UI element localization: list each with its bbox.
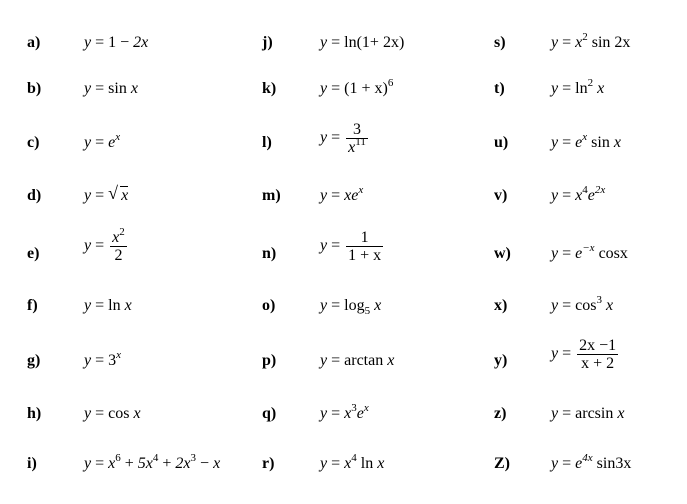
- label-c: c): [27, 134, 40, 151]
- subscript: 5: [364, 305, 371, 317]
- equation-w: [551, 242, 628, 263]
- equals: =: [91, 405, 109, 422]
- label-v: v): [494, 187, 508, 204]
- term: 2x: [175, 455, 191, 472]
- var-x: x: [377, 455, 385, 472]
- denominator: 1 + x: [348, 247, 382, 264]
- base: 3: [108, 352, 117, 369]
- label-z: z): [494, 405, 507, 422]
- var-x: x: [130, 80, 138, 97]
- exponent: 4: [152, 452, 159, 464]
- var-y: y: [84, 455, 92, 472]
- equals: =: [327, 352, 345, 369]
- equation-z: [551, 405, 624, 423]
- var-x: x: [344, 455, 352, 472]
- exponent: 3: [351, 402, 357, 414]
- equation-c: [84, 131, 121, 152]
- label-p: p): [262, 352, 277, 369]
- term: cosx: [598, 245, 628, 262]
- equation-i: [84, 452, 221, 473]
- label-x: x): [494, 297, 508, 314]
- var-x: x: [617, 405, 625, 422]
- equals: =: [327, 187, 345, 204]
- label-t: t): [494, 80, 505, 97]
- equation-l: [320, 121, 368, 156]
- equals: =: [327, 297, 345, 314]
- equals: =: [558, 80, 576, 97]
- equals: =: [558, 297, 576, 314]
- label-g: g): [27, 352, 41, 369]
- label-f: f): [27, 297, 38, 314]
- exponent: x: [363, 402, 369, 414]
- equals: =: [327, 129, 345, 147]
- var-y: y: [551, 345, 559, 363]
- exponent: 2: [587, 77, 594, 89]
- var-y: y: [84, 405, 92, 422]
- exponent: 4x: [582, 452, 593, 464]
- var-e: e: [575, 134, 583, 151]
- equation-a: [84, 34, 148, 52]
- equation-o: [320, 297, 381, 315]
- var-e: e: [356, 405, 364, 422]
- term: (1 + x): [344, 80, 388, 97]
- var-y: y: [320, 34, 328, 51]
- var-x: x: [108, 455, 116, 472]
- var-y: y: [84, 352, 92, 369]
- equals: =: [558, 134, 576, 151]
- var-y: y: [551, 455, 559, 472]
- equation-k: [320, 77, 394, 98]
- func-arcsin: arcsin: [575, 405, 614, 422]
- equals: =: [91, 134, 109, 151]
- equals: =: [327, 80, 345, 97]
- var-y: y: [320, 237, 328, 255]
- var-y: y: [551, 245, 559, 262]
- exponent: 2: [119, 226, 125, 238]
- exponent: −x: [582, 242, 595, 254]
- equation-y: [551, 337, 618, 372]
- var-x: x: [133, 405, 141, 422]
- equals: =: [327, 34, 345, 51]
- var-y: y: [84, 237, 92, 255]
- term: 5x: [137, 455, 153, 472]
- equals: =: [91, 80, 109, 97]
- equals: =: [327, 455, 345, 472]
- var-e: e: [575, 455, 583, 472]
- label-n: n): [262, 245, 277, 262]
- func-sin: sin: [108, 80, 127, 97]
- label-l: l): [262, 134, 272, 151]
- equation-t: [551, 77, 605, 98]
- fraction: [577, 337, 618, 372]
- equals: =: [91, 34, 109, 51]
- var-e: e: [351, 187, 359, 204]
- equation-p: [320, 352, 394, 370]
- label-u: u): [494, 134, 509, 151]
- var-y: y: [320, 129, 328, 147]
- term: sin3x: [596, 455, 632, 472]
- denominator: [346, 136, 368, 156]
- fraction: [346, 121, 368, 156]
- plus: +: [158, 455, 176, 472]
- equals: =: [91, 297, 109, 314]
- sqrt-symbol: √ x: [108, 183, 129, 204]
- label-Z: Z): [494, 455, 510, 472]
- var-e: e: [108, 134, 116, 151]
- equation-q: [320, 402, 369, 423]
- label-m: m): [262, 187, 281, 204]
- label-j: j): [262, 34, 273, 51]
- equals: =: [558, 245, 576, 262]
- equation-g: [84, 349, 122, 370]
- var-x: x: [213, 455, 221, 472]
- var-e: e: [575, 245, 583, 262]
- label-y: y): [494, 352, 508, 369]
- equals: =: [558, 187, 576, 204]
- var-y: y: [551, 187, 559, 204]
- var-y: y: [320, 455, 328, 472]
- equation-x: [551, 294, 614, 315]
- exponent: 3: [596, 294, 602, 306]
- equals: =: [91, 455, 109, 472]
- var-x: x: [605, 297, 614, 314]
- var-y: y: [84, 134, 92, 151]
- var-x: x: [597, 80, 605, 97]
- numerator: 2x −1: [579, 337, 617, 354]
- var-y: y: [320, 352, 328, 369]
- exponent: 6: [115, 452, 121, 464]
- var-y: y: [551, 80, 559, 97]
- equation-u: [551, 131, 621, 152]
- var-y: y: [84, 187, 92, 204]
- exponent: 11: [355, 136, 366, 148]
- label-r: r): [262, 455, 275, 472]
- term: ln(1+ 2x): [344, 34, 405, 51]
- plus: +: [120, 455, 138, 472]
- label-a: a): [27, 34, 41, 51]
- exponent: x: [358, 184, 364, 196]
- equation-e: [84, 226, 127, 264]
- exponent: x: [582, 131, 588, 143]
- var-y: y: [320, 187, 328, 204]
- var-x: x: [112, 229, 120, 246]
- exponent: x: [116, 349, 122, 361]
- equation-h: [84, 405, 141, 423]
- var-x: x: [387, 352, 395, 369]
- label-w: w): [494, 245, 511, 262]
- func-cos: cos: [575, 297, 597, 314]
- var-x: x: [575, 187, 583, 204]
- label-i: i): [27, 455, 37, 472]
- label-q: q): [262, 405, 277, 422]
- equation-v: [551, 184, 606, 205]
- denominator: 2: [114, 247, 123, 264]
- minus: −: [116, 34, 134, 51]
- var-y: y: [84, 297, 92, 314]
- equation-s: [551, 31, 631, 52]
- term: 1: [108, 34, 117, 51]
- var-y: y: [551, 34, 559, 51]
- var-y: y: [551, 134, 559, 151]
- exponent: 3: [190, 452, 197, 464]
- equals: =: [91, 187, 109, 204]
- var-x: x: [344, 187, 352, 204]
- equation-d: [84, 183, 129, 205]
- exponent: 6: [387, 77, 394, 89]
- exponent: 4: [582, 184, 588, 196]
- equation-r: [320, 452, 385, 473]
- equals: =: [327, 237, 345, 255]
- var-y: y: [320, 405, 328, 422]
- exponent: 2x: [594, 184, 606, 196]
- minus: −: [196, 455, 214, 472]
- label-b: b): [27, 80, 42, 97]
- label-k: k): [262, 80, 277, 97]
- func-sin: sin: [591, 134, 610, 151]
- func-ln: ln: [575, 80, 588, 97]
- exponent: x: [115, 131, 121, 143]
- func-arctan: arctan: [344, 352, 384, 369]
- var-y: y: [84, 34, 92, 51]
- var-x: x: [344, 405, 352, 422]
- func-log: log: [344, 297, 365, 314]
- equals: =: [558, 345, 576, 363]
- radicand: x: [121, 187, 129, 204]
- equation-m: [320, 184, 364, 205]
- var-y: y: [320, 297, 328, 314]
- numerator: [110, 226, 127, 247]
- var-e: e: [587, 187, 595, 204]
- equals: =: [91, 352, 109, 369]
- term: sin 2x: [591, 34, 631, 51]
- equals: =: [558, 455, 576, 472]
- var-x: x: [613, 134, 621, 151]
- equation-f: [84, 297, 132, 315]
- equals: =: [558, 34, 576, 51]
- exponent: 2: [582, 31, 588, 43]
- func-cos: cos: [108, 405, 130, 422]
- label-s: s): [494, 34, 506, 51]
- var-x: x: [374, 297, 382, 314]
- var-x: x: [124, 297, 132, 314]
- term: 2x: [133, 34, 149, 51]
- fraction: [110, 226, 127, 264]
- denominator: x + 2: [581, 355, 615, 372]
- func-ln: ln: [360, 455, 374, 472]
- label-e: e): [27, 245, 40, 262]
- var-x: x: [575, 34, 583, 51]
- equals: =: [327, 405, 345, 422]
- label-d: d): [27, 187, 42, 204]
- exponent: 4: [351, 452, 357, 464]
- numerator: 1: [346, 229, 383, 247]
- func-ln: ln: [108, 297, 121, 314]
- equation-Z: [551, 452, 632, 473]
- fraction: [346, 229, 383, 264]
- label-o: o): [262, 297, 276, 314]
- label-h: h): [27, 405, 42, 422]
- equals: =: [91, 237, 109, 255]
- var-x: x: [348, 139, 356, 156]
- equation-j: [320, 34, 404, 52]
- equation-b: [84, 80, 138, 98]
- var-y: y: [551, 405, 559, 422]
- var-y: y: [551, 297, 559, 314]
- var-y: y: [320, 80, 328, 97]
- equals: =: [558, 405, 576, 422]
- numerator: 3: [346, 121, 368, 139]
- var-y: y: [84, 80, 92, 97]
- equation-n: [320, 229, 383, 264]
